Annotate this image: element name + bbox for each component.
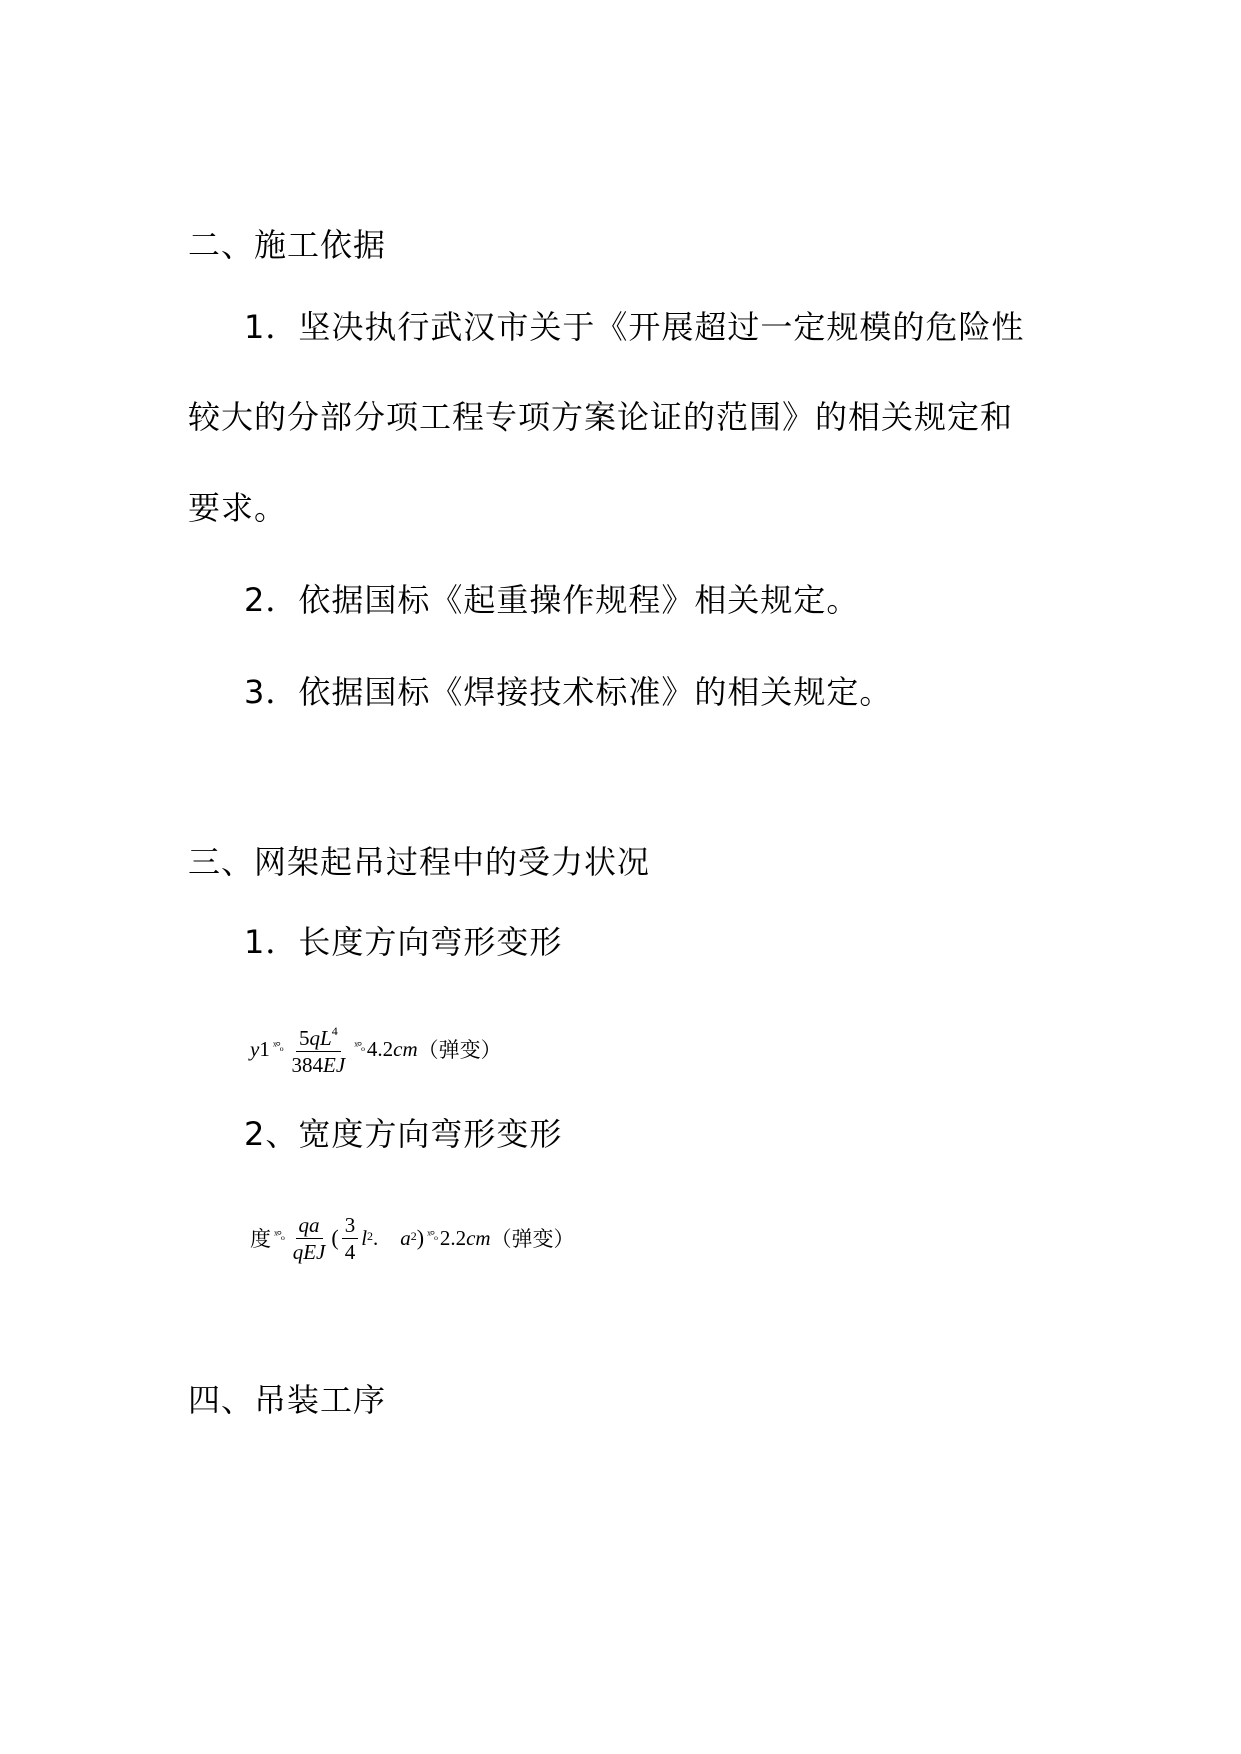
formula-1-den-var: EJ <box>323 1053 346 1077</box>
formula-1-lhs-num: 1 <box>259 1036 270 1061</box>
formula-width-deflection <box>250 1203 575 1273</box>
formula-2-open-paren: ( <box>331 1225 339 1250</box>
section-3-heading: 三、网架起吊过程中的受力状况 <box>188 843 651 881</box>
formula-1-fraction <box>289 1021 349 1077</box>
section-2-item-1-line-3: 要求。 <box>188 489 288 527</box>
section-3-item-2: 2、宽度方向弯形变形 <box>244 1115 563 1153</box>
formula-2-close-paren: ) <box>416 1225 425 1250</box>
formula-2-inner-numerator: 3 <box>342 1213 359 1239</box>
formula-1-lhs-var: y <box>250 1036 260 1061</box>
formula-length-deflection <box>250 1014 502 1084</box>
formula-2-operator-1: ˣ°ₒ <box>274 1227 284 1242</box>
formula-2-denominator: qEJ <box>292 1239 326 1264</box>
formula-2-result-unit: cm <box>466 1225 491 1250</box>
section-2-item-1-line-1: 1．坚决执行武汉市关于《开展超过一定规模的危险性 <box>244 308 1025 346</box>
formula-2-lhs: 度 <box>250 1227 271 1251</box>
section-2-item-3: 3．依据国标《焊接技术标准》的相关规定。 <box>244 673 893 711</box>
formula-1-result-unit: cm <box>393 1036 418 1061</box>
section-4-heading: 四、吊装工序 <box>188 1381 387 1419</box>
formula-1-num-var: qL <box>309 1026 332 1050</box>
formula-1-numerator <box>296 1021 341 1052</box>
formula-1-den-coef: 384 <box>291 1053 324 1077</box>
formula-1-denominator <box>289 1052 349 1077</box>
formula-1-num-coef: 5 <box>299 1026 310 1050</box>
formula-2-dot: . <box>373 1225 379 1250</box>
formula-2-result-value: 2.2 <box>439 1225 467 1250</box>
formula-2-note: （弹变） <box>490 1227 575 1251</box>
formula-2-l-var: l <box>361 1225 368 1250</box>
section-2-item-1-line-2: 较大的分部分项工程专项方案论证的范围》的相关规定和 <box>188 398 1014 436</box>
section-2-item-2: 2．依据国标《起重操作规程》相关规定。 <box>244 581 860 619</box>
formula-2-l-exp: 2 <box>367 1228 374 1243</box>
formula-2-inner-denominator: 4 <box>344 1239 356 1264</box>
formula-2-a-exp: 2 <box>410 1228 417 1243</box>
formula-2-inner-fraction <box>342 1213 359 1264</box>
formula-2-operator-2: ˣ°ₒ <box>427 1227 437 1242</box>
section-2-heading: 二、施工依据 <box>188 226 387 264</box>
section-3-item-1: 1．长度方向弯形变形 <box>244 923 563 961</box>
formula-2-a-var: a <box>400 1225 411 1250</box>
formula-1-num-exp: 4 <box>331 1024 338 1038</box>
formula-1-operator-1: ˣ°ₒ <box>272 1038 283 1053</box>
formula-2-fraction <box>290 1213 329 1264</box>
formula-1-note: （弹变） <box>417 1038 502 1062</box>
formula-1-result-value: 4.2 <box>366 1036 394 1061</box>
formula-1-operator-2: ˣ°ₒ <box>354 1038 364 1053</box>
formula-2-numerator: qa <box>296 1213 323 1239</box>
